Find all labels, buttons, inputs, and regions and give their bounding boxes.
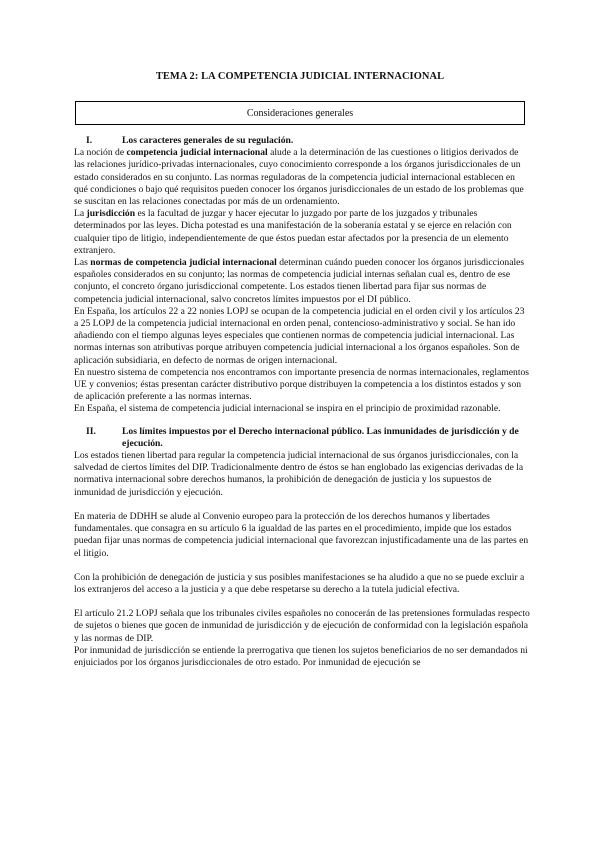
section-box [75, 101, 525, 125]
section-number-1: I. [86, 135, 93, 146]
bold-term: normas de competencia judicial internacional [90, 257, 277, 269]
paragraph: En nuestro sistema de competencia nos encontramos con importante presencia de normas internacionales, reglamentos UE y convenios; éstas presentan carácter distributivo porque distribuyen la competencia a los distintos estados y son de aplicación preferente a las normas internas. [74, 366, 530, 403]
section-number-2: II. [86, 425, 96, 437]
paragraph: En materia de DDHH se alude al Convenio europeo para la protección de los derechos humanos y libertades fundamentales. que consagra en su artículo 6 la igualdad de las partes en el procedimiento, impide que los estados puedan fijar unas normas de competencia judicial internacional que favorezcan injustificadamente una de las partes en el litigio. [74, 510, 529, 559]
paragraph [74, 208, 530, 257]
text-run: La [74, 208, 87, 220]
text-run: es la facultad de juzgar y hacer ejecutar lo juzgado por parte de los juzgados y tribunales determinados por las leyes. Dicha potestad es una manifestación de la soberanía estatal y se ejerce en relación con cualquier tipo de litigio, independientemente de que éstos puedan estar afectados por la presencia de un elemento extranjero. [74, 208, 512, 256]
text-run: determinan cuándo pueden conocer los órganos jurisdiccionales españoles considerados en su conjunto; las normas de competencia judicial internas señalan cual es, dentro de ese conjunto, el concreto órgano jurisdiccional competente. Los estados tienen libertad para fijar sus normas de competencia judicial internacional, salvo concretos límites impuestos por el DI público. [74, 257, 525, 305]
section-title-1: Los caracteres generales de su regulación. [122, 135, 294, 146]
section-heading-1 [74, 135, 530, 147]
bold-term: competencia judicial internacional [126, 147, 268, 159]
text-run: La noción de [74, 147, 127, 159]
text-run: Las [74, 257, 91, 269]
paragraph: En España, el sistema de competencia judicial internacional se inspira en el principio de proximidad razonable. [74, 403, 501, 415]
paragraph [74, 147, 530, 208]
paragraph: Por inmunidad de jurisdicción se entiende la prerrogativa que tienen los sujetos beneficiarios de no ser demandados ni enjuiciados por los órganos jurisdiccionales de otro estado. Por inmunidad de ejecución se [74, 644, 528, 668]
section-heading-2 [74, 426, 530, 450]
paragraph: Los estados tienen libertad para regular la competencia judicial internacional de sus órganos jurisdiccionales, con la salvedad de ciertos límites del DIP. Tradicionalmente dentro de éstos se han englobado las exigencias derivadas de la normativa internacional sobre derechos humanos, la prohibición de denegación de justicia y los supuestos de inmunidad de jurisdicción y ejecución. [74, 450, 524, 498]
document-body [74, 133, 530, 669]
section-box-label: Consideraciones generales [246, 107, 354, 119]
bold-term: jurisdicción [86, 208, 136, 220]
section-title-2: Los límites impuestos por el Derecho internacional público. Las inmunidades de jurisdicción y de ejecución. [122, 425, 519, 449]
paragraph: El artículo 21.2 LOPJ señala que los tribunales civiles españoles no conocerán de las pretensiones formuladas respecto de sujetos o bienes que gocen de inmunidad de jurisdicción y de ejecución de conformidad con la legislación española y las normas de DIP. [74, 608, 530, 644]
paragraph [74, 257, 530, 306]
page-title: TEMA 2: LA COMPETENCIA JUDICIAL INTERNACIONAL [155, 71, 445, 82]
paragraph: Con la prohibición de denegación de justicia y sus posibles manifestaciones se ha aludido a que no se puede excluir a los extranjeros del acceso a la justicia y a que debe respetarse su derecho a la tutela judicial efectiva. [74, 571, 525, 595]
paragraph: En España, los artículos 22 a 22 nonies LOPJ se ocupan de la competencia judicial en el orden civil y los artículos 23 a 25 LOPJ de la competencia judicial internacional en orden penal, contencioso-administrativo y social. Se han ido añadiendo con el tiempo algunas leyes especiales que contienen normas de competencia judicial internacional. Las normas internas son atributivas porque atribuyen competencia judicial internacional a los órganos españoles. Son de aplicación subsidiaria, en defecto de normas de origen internacional. [74, 305, 525, 366]
text-run: alude a la determinación de las cuestiones o litigios derivados de las relaciones jurídico-privadas internacionales, cuyo conocimiento corresponde a los órganos jurisdiccionales de un estado considerados en su conjunto. Las normas reguladoras de la competencia judicial internacional establecen en qué condiciones o bajo qué requisitos pueden conocer los órganos jurisdiccionales de un estado de los problemas que se suscitan en las relaciones conectadas por más de un ordenamiento. [74, 147, 524, 208]
